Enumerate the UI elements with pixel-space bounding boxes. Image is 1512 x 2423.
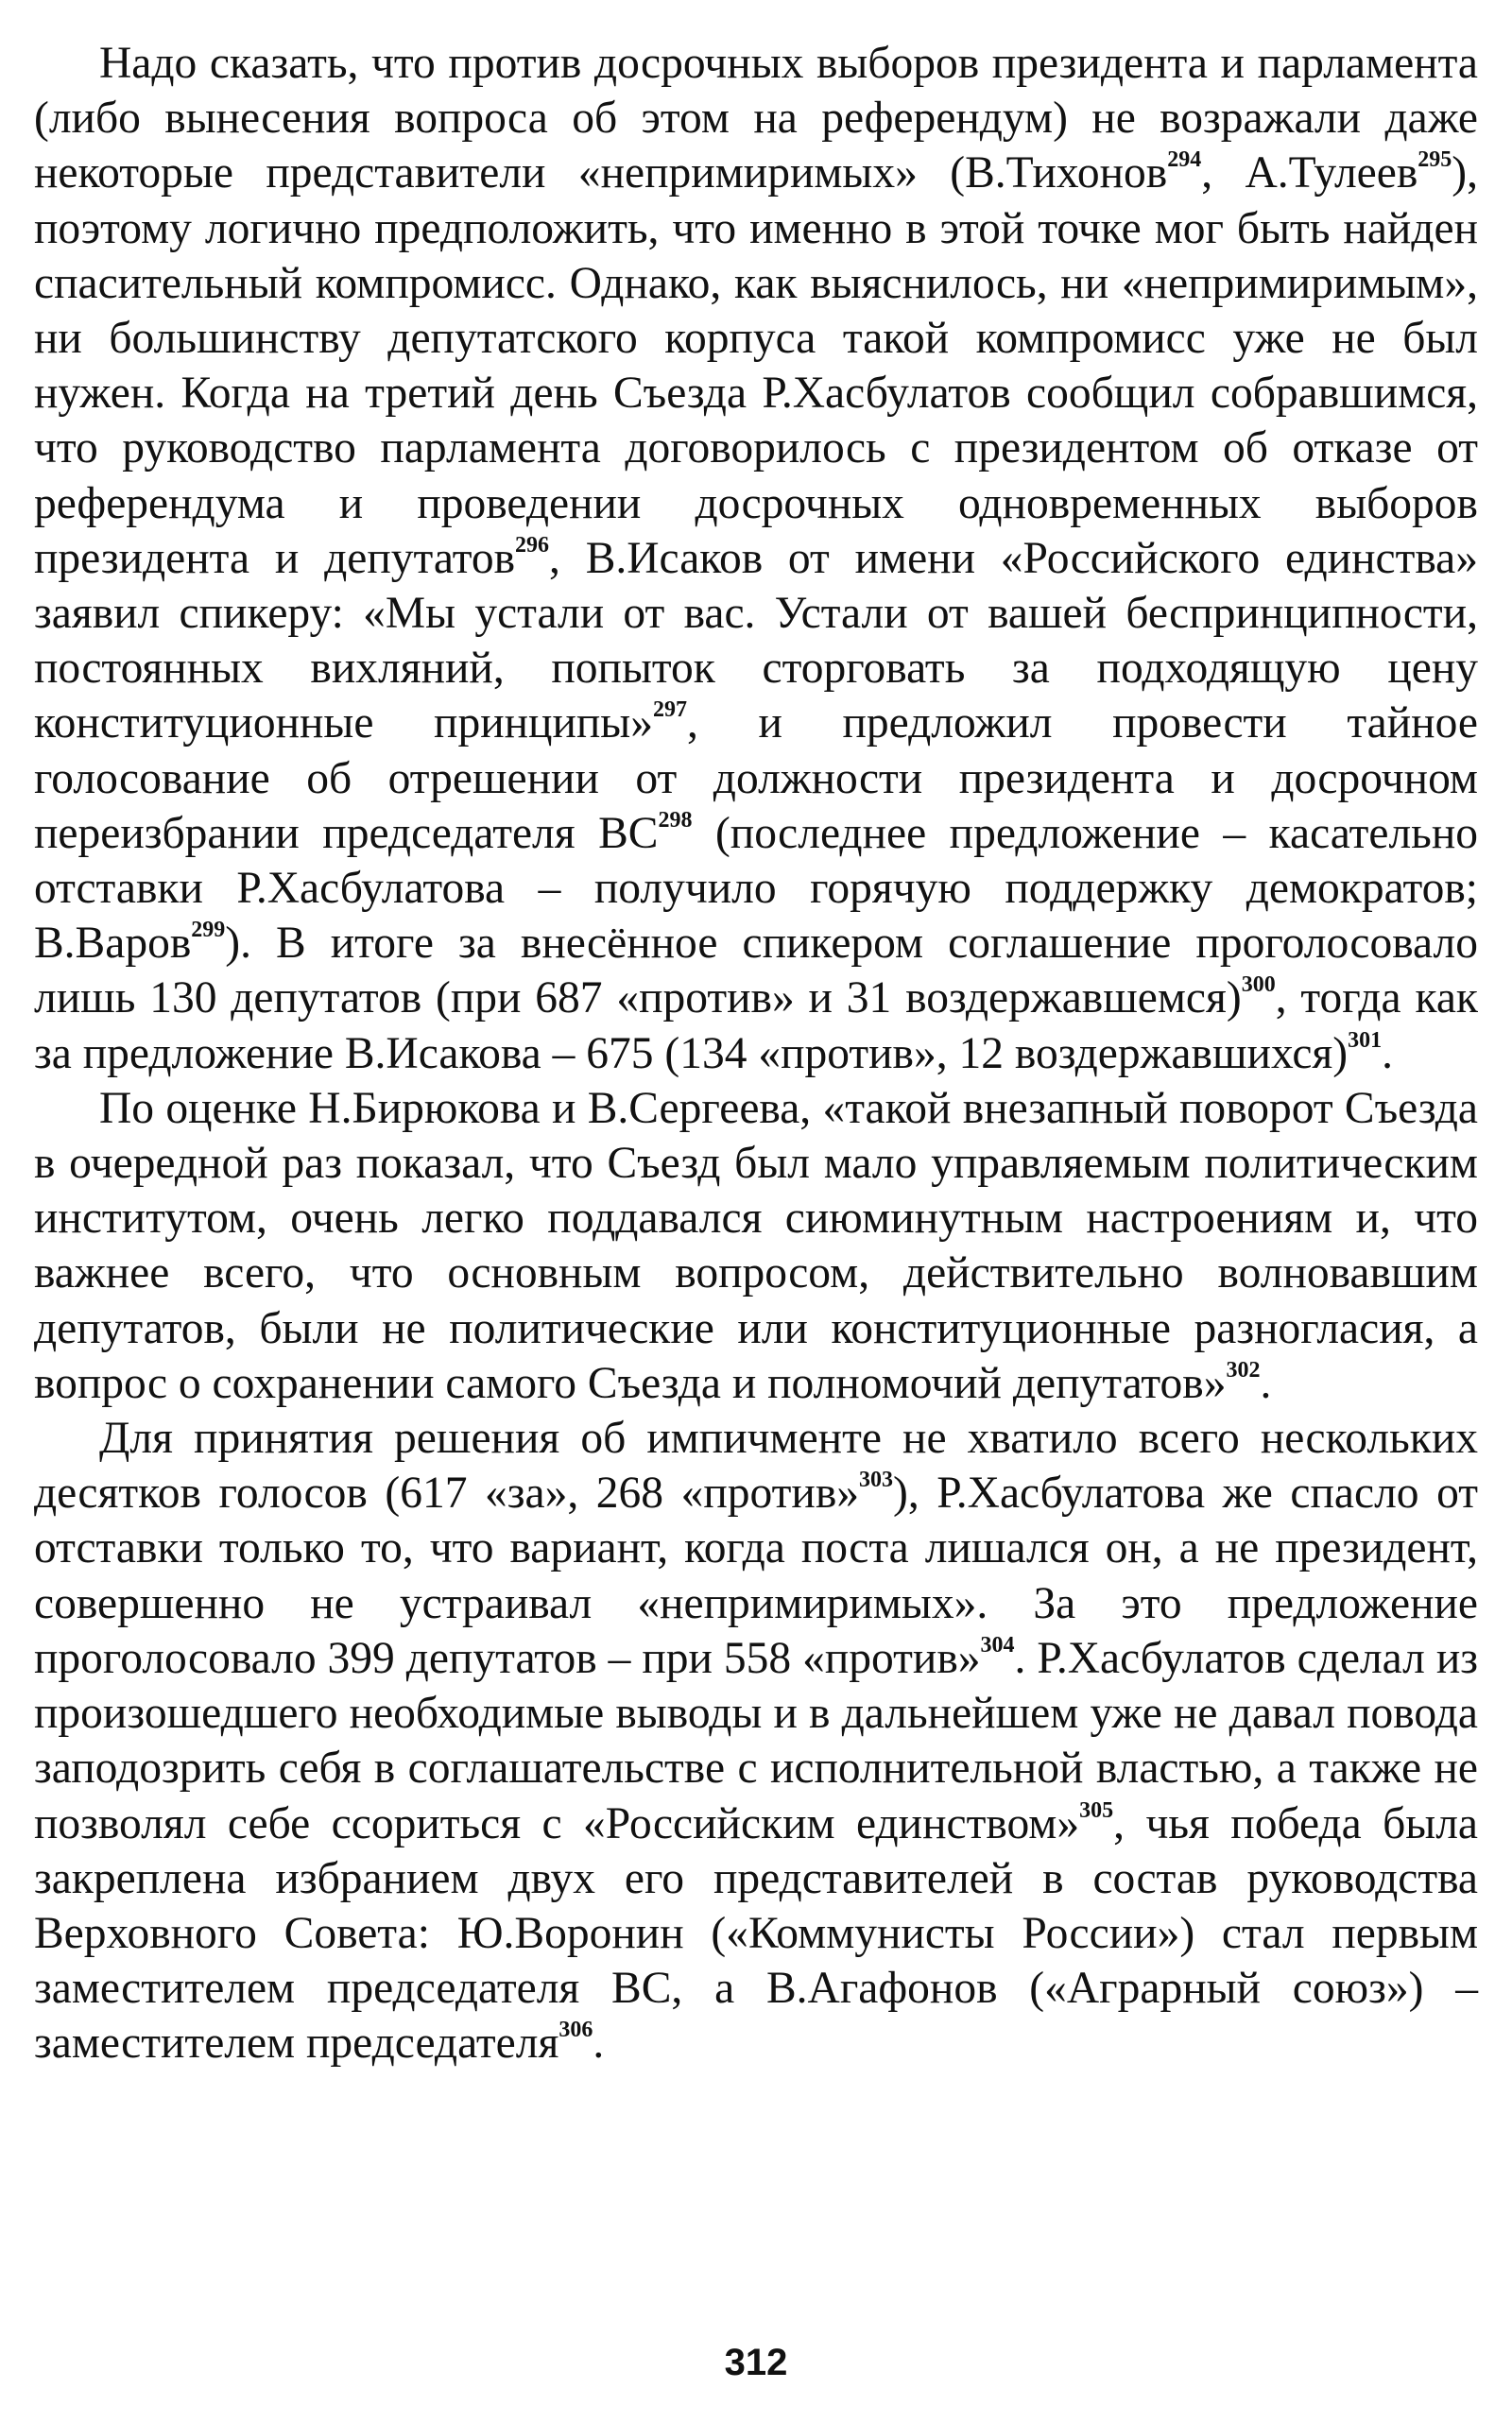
text-segment: , чья победа была закреплена избранием двух его представителей в состав руководства Верховного Совета: Ю.Воронин («Коммунисты России») стал первым заместителем председателя ВС, а В.Агафонов («Аграрный союз») – заместителем председателя xyxy=(34,1798,1478,2069)
footnote-marker: 297 xyxy=(652,697,687,723)
paragraph xyxy=(34,1411,1478,2071)
footnote-marker: 301 xyxy=(1348,1027,1383,1053)
text-segment: , и предложил провести тайное голосование об отрешении от должности президента и досрочном переизбрании председателя ВС xyxy=(34,698,1479,858)
text-segment: , тогда как за предложение В.Исакова – 675 (134 «против», 12 воздержавшихся) xyxy=(34,973,1478,1078)
footnote-marker: 304 xyxy=(980,1632,1015,1658)
text-segment: . xyxy=(1382,1028,1393,1078)
text-segment: ), Р.Хасбулатова же спасло от отставки только то, что вариант, когда поста лишался он, а не президент, совершенно не устраивал «непримиримых». За это предложение проголосовало 399 депутатов – при 558 «против» xyxy=(34,1469,1478,1683)
footnote-marker: 305 xyxy=(1079,1797,1114,1823)
paragraph xyxy=(34,1081,1478,1411)
footnote-marker: 306 xyxy=(558,2018,593,2043)
text-segment: . xyxy=(593,2019,605,2069)
text-segment: Для принятия решения об импичменте не хватило всего нескольких десятков голосов (617 «за», 268 «против» xyxy=(34,1414,1478,1519)
paragraph xyxy=(34,36,1478,1081)
text-segment: ), поэтому логично предположить, что именно в этой точке мог быть найден спасительный компромисс. Однако, как выяснилось, ни «непримиримым», ни большинству депутатского корпуса такой компромисс уже не был нужен. Когда на третий день Съезда Р.Хасбулатов сообщил собравшимся, что руководство парламента договорилось с президентом об отказе от референдума и проведении досрочных одновременных выборов президента и депутатов xyxy=(34,148,1478,583)
footnote-marker: 303 xyxy=(859,1468,894,1493)
text-segment: Надо сказать, что против досрочных выборов президента и парламента (либо вынесения вопроса об этом на референдум) не возражали даже некоторые представители «непримиримых» (В.Тихонов xyxy=(34,39,1478,198)
footnote-marker: 302 xyxy=(1226,1357,1261,1383)
text-segment: . xyxy=(1260,1358,1272,1408)
text-segment: По оценке Н.Бирюкова и В.Сергеева, «такой внезапный поворот Съезда в очередной раз показал, что Съезд был мало управляемым политическим институтом, очень легко поддавался сиюминутным настроениям и, что важнее всего, что основным вопросом, действительно волновавшим депутатов, были не политические или конституционные разногласия, а вопрос о сохранении самого Съезда и полномочий депутатов» xyxy=(34,1083,1478,1408)
page-number: 312 xyxy=(724,2342,788,2383)
footnote-marker: 295 xyxy=(1418,147,1452,173)
footnote-marker: 294 xyxy=(1167,147,1202,173)
footnote-marker: 296 xyxy=(515,532,550,558)
footnote-marker: 299 xyxy=(191,918,226,943)
text-segment: , В.Исаков от имени «Российского единства» заявил спикеру: «Мы устали от вас. Устали от вашей беспринципности, постоянных вихляний, попыток сторговать за подходящую цену конституционные принципы» xyxy=(34,533,1478,748)
text-segment: (последнее предложение – касательно отставки Р.Хасбулатова – получило горячую поддержку демократов; В.Варов xyxy=(34,808,1478,969)
text-segment: ). В итоге за внесённое спикером соглашение проголосовало лишь 130 депутатов (при 687 «против» и 31 воздержавшемся) xyxy=(34,919,1478,1023)
text-segment: . Р.Хасбулатов сделал из произошедшего необходимые выводы и в дальнейшем уже не давал повода заподозрить себя в соглашательстве с исполнительной властью, а также не позволял себе ссориться с «Российским единством» xyxy=(34,1633,1478,1848)
text-body xyxy=(34,36,1478,2071)
text-segment: , А.Тулеев xyxy=(1201,148,1418,198)
footnote-marker: 300 xyxy=(1241,972,1276,998)
footnote-marker: 298 xyxy=(658,807,693,833)
